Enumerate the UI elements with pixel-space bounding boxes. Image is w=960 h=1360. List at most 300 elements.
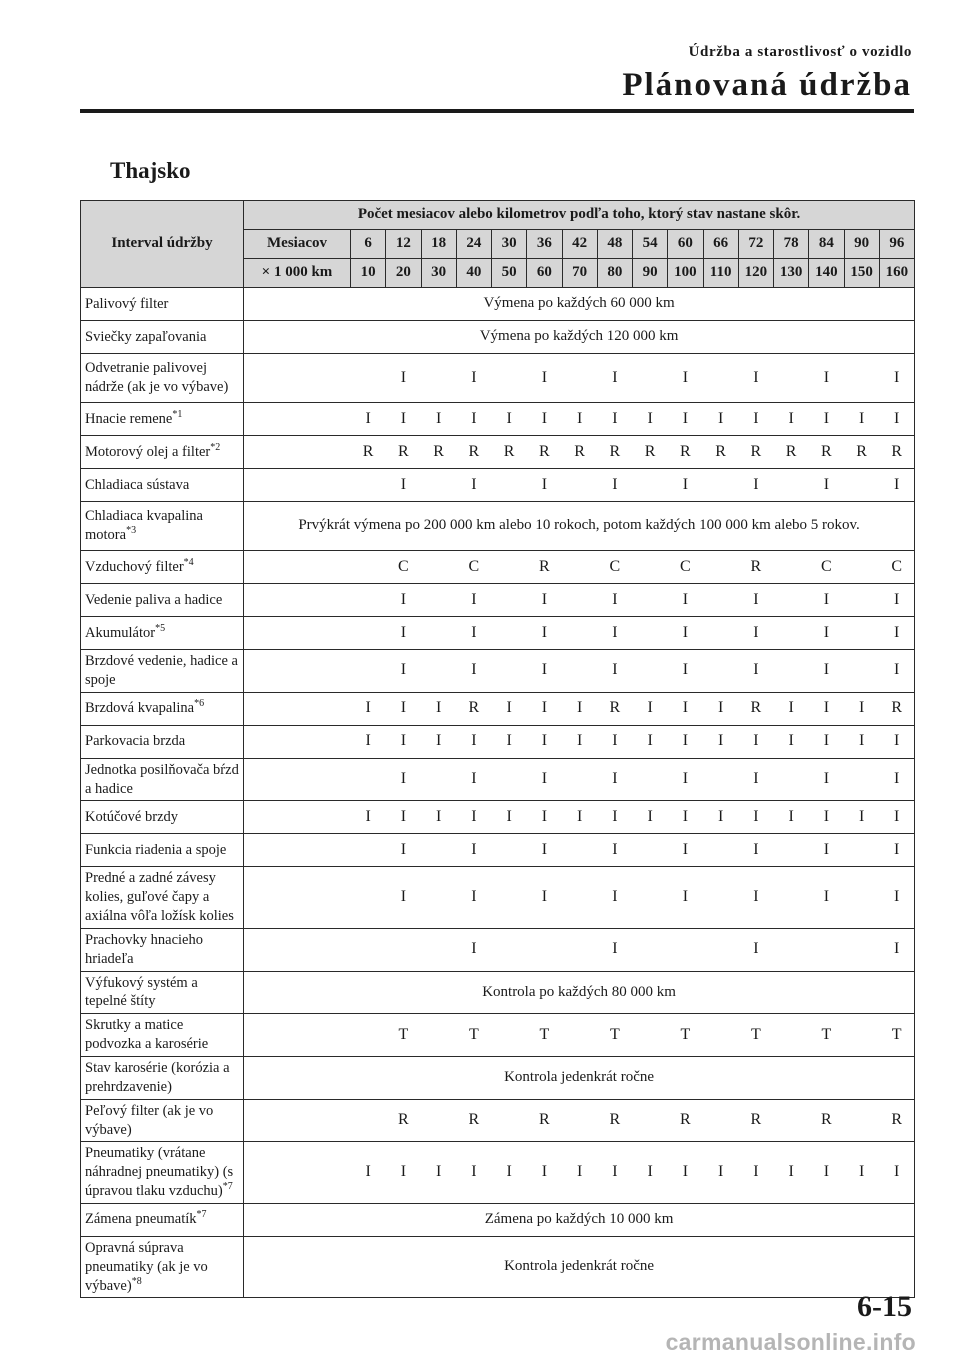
schedule-cell: I: [668, 692, 703, 725]
schedule-cell: I: [703, 692, 738, 725]
schedule-cell: T: [597, 1014, 632, 1057]
schedule-cell: C: [809, 551, 844, 584]
schedule-cell: I: [879, 617, 914, 650]
km-label: × 1 000 km: [244, 259, 351, 288]
month-header: 36: [527, 230, 562, 259]
schedule-cell: [774, 928, 809, 971]
table-row: [81, 436, 915, 469]
schedule-cell: I: [597, 758, 632, 801]
table-row: [81, 1099, 915, 1142]
schedule-cell: I: [668, 834, 703, 867]
km-header: 160: [879, 259, 914, 288]
schedule-cell: [703, 1014, 738, 1057]
header-divider: [80, 109, 914, 113]
schedule-cell: [703, 834, 738, 867]
interval-text: Kontrola jedenkrát ročne: [244, 1056, 915, 1099]
item-label: Vedenie paliva a hadice: [85, 591, 223, 608]
schedule-cell: I: [774, 725, 809, 758]
table-row: [81, 1203, 915, 1236]
schedule-cell: T: [527, 1014, 562, 1057]
empty-cell: [244, 1099, 351, 1142]
schedule-cell: I: [421, 801, 456, 834]
schedule-cell: [633, 584, 668, 617]
km-header: 80: [597, 259, 632, 288]
schedule-cell: [562, 469, 597, 502]
month-header: 96: [879, 230, 914, 259]
item-label: Kotúčové brzdy: [85, 808, 179, 825]
empty-cell: [244, 617, 351, 650]
schedule-cell: I: [456, 469, 491, 502]
maintenance-item: [81, 1142, 244, 1204]
schedule-cell: I: [879, 928, 914, 971]
km-header: 120: [738, 259, 773, 288]
schedule-cell: [492, 584, 527, 617]
schedule-cell: [774, 758, 809, 801]
interval-text: Kontrola po každých 80 000 km: [244, 971, 915, 1014]
schedule-cell: I: [456, 617, 491, 650]
schedule-cell: R: [597, 436, 632, 469]
item-label: Peľový filter (ak je vo výbave): [85, 1102, 214, 1138]
schedule-cell: I: [562, 1142, 597, 1204]
schedule-cell: [703, 650, 738, 693]
maintenance-item: [81, 867, 244, 929]
month-header: 54: [633, 230, 668, 259]
schedule-cell: I: [738, 867, 773, 929]
schedule-cell: [421, 928, 456, 971]
table-row: [81, 867, 915, 929]
schedule-cell: I: [421, 692, 456, 725]
empty-cell: [244, 725, 351, 758]
table-row: [81, 502, 915, 551]
schedule-cell: R: [703, 436, 738, 469]
km-header: 90: [633, 259, 668, 288]
schedule-cell: I: [703, 801, 738, 834]
km-header: 110: [703, 259, 738, 288]
month-header: 72: [738, 230, 773, 259]
schedule-cell: I: [597, 584, 632, 617]
maintenance-item: [81, 650, 244, 693]
schedule-cell: I: [844, 1142, 879, 1204]
schedule-cell: R: [809, 1099, 844, 1142]
schedule-cell: I: [492, 1142, 527, 1204]
schedule-cell: [844, 1014, 879, 1057]
empty-cell: [244, 834, 351, 867]
schedule-cell: I: [879, 1142, 914, 1204]
schedule-cell: I: [809, 692, 844, 725]
schedule-cell: R: [527, 551, 562, 584]
empty-cell: [244, 354, 351, 403]
schedule-cell: I: [703, 1142, 738, 1204]
schedule-cell: R: [844, 436, 879, 469]
schedule-cell: I: [809, 1142, 844, 1204]
schedule-cell: I: [703, 403, 738, 436]
table-row: [81, 321, 915, 354]
schedule-cell: R: [774, 436, 809, 469]
schedule-cell: [351, 469, 386, 502]
schedule-cell: I: [492, 801, 527, 834]
schedule-cell: I: [456, 801, 491, 834]
schedule-cell: I: [492, 403, 527, 436]
schedule-cell: I: [562, 801, 597, 834]
schedule-cell: T: [809, 1014, 844, 1057]
schedule-cell: R: [668, 1099, 703, 1142]
schedule-cell: [844, 584, 879, 617]
km-header: 60: [527, 259, 562, 288]
month-header: 90: [844, 230, 879, 259]
item-label: Funkcia riadenia a spoje: [85, 841, 227, 858]
schedule-cell: I: [597, 928, 632, 971]
empty-cell: [244, 1014, 351, 1057]
schedule-cell: [562, 1014, 597, 1057]
schedule-cell: I: [527, 354, 562, 403]
page-header: [622, 44, 912, 104]
schedule-cell: R: [456, 436, 491, 469]
schedule-cell: [703, 584, 738, 617]
schedule-cell: I: [597, 617, 632, 650]
interval-text: Výmena po každých 60 000 km: [244, 288, 915, 321]
schedule-cell: I: [738, 650, 773, 693]
empty-cell: [244, 928, 351, 971]
empty-cell: [244, 551, 351, 584]
schedule-cell: [809, 928, 844, 971]
schedule-cell: I: [456, 584, 491, 617]
schedule-cell: [703, 617, 738, 650]
schedule-cell: [492, 469, 527, 502]
schedule-cell: I: [809, 354, 844, 403]
interval-text: Výmena po každých 120 000 km: [244, 321, 915, 354]
empty-cell: [244, 469, 351, 502]
schedule-cell: R: [351, 436, 386, 469]
schedule-cell: [562, 758, 597, 801]
km-header: 70: [562, 259, 597, 288]
month-header: 12: [386, 230, 421, 259]
schedule-cell: T: [738, 1014, 773, 1057]
schedule-cell: I: [668, 1142, 703, 1204]
maintenance-schedule-table: [80, 200, 915, 1298]
item-label: Brzdová kvapalina: [85, 700, 195, 717]
km-header: 100: [668, 259, 703, 288]
month-header: 60: [668, 230, 703, 259]
schedule-cell: I: [879, 801, 914, 834]
schedule-cell: [351, 354, 386, 403]
maintenance-item: [81, 1236, 244, 1298]
km-header: 130: [774, 259, 809, 288]
schedule-cell: I: [633, 801, 668, 834]
schedule-cell: I: [456, 1142, 491, 1204]
schedule-cell: I: [456, 834, 491, 867]
month-header: 78: [774, 230, 809, 259]
schedule-cell: I: [668, 801, 703, 834]
schedule-cell: [492, 354, 527, 403]
month-header: 24: [456, 230, 491, 259]
item-label: Jednotka posilňovača bŕzd a hadice: [85, 761, 239, 797]
schedule-cell: I: [809, 469, 844, 502]
schedule-cell: [703, 1099, 738, 1142]
empty-cell: [244, 436, 351, 469]
schedule-cell: [421, 584, 456, 617]
schedule-cell: T: [668, 1014, 703, 1057]
month-header: 66: [703, 230, 738, 259]
schedule-cell: I: [633, 725, 668, 758]
schedule-cell: R: [421, 436, 456, 469]
table-row: [81, 725, 915, 758]
schedule-cell: [421, 551, 456, 584]
schedule-cell: [492, 1014, 527, 1057]
schedule-cell: [633, 758, 668, 801]
schedule-cell: I: [668, 617, 703, 650]
schedule-cell: [774, 1099, 809, 1142]
month-header: 84: [809, 230, 844, 259]
schedule-cell: I: [809, 834, 844, 867]
schedule-cell: [492, 1099, 527, 1142]
maintenance-item: [81, 617, 244, 650]
schedule-cell: I: [738, 1142, 773, 1204]
schedule-cell: [633, 354, 668, 403]
schedule-cell: [633, 1014, 668, 1057]
schedule-cell: [703, 354, 738, 403]
table-row: [81, 1014, 915, 1057]
schedule-cell: I: [668, 867, 703, 929]
item-label: Chladiaca sústava: [85, 476, 190, 493]
schedule-cell: [351, 584, 386, 617]
schedule-cell: [633, 1099, 668, 1142]
empty-cell: [244, 584, 351, 617]
schedule-cell: [421, 354, 456, 403]
schedule-cell: I: [527, 692, 562, 725]
schedule-cell: [703, 469, 738, 502]
schedule-cell: [774, 584, 809, 617]
schedule-cell: [668, 928, 703, 971]
schedule-cell: I: [879, 584, 914, 617]
schedule-cell: I: [738, 403, 773, 436]
schedule-cell: [774, 354, 809, 403]
schedule-cell: [703, 928, 738, 971]
schedule-cell: [844, 650, 879, 693]
month-header: 48: [597, 230, 632, 259]
schedule-cell: I: [492, 725, 527, 758]
km-header: 40: [456, 259, 491, 288]
table-row: [81, 354, 915, 403]
table-row: [81, 551, 915, 584]
schedule-cell: I: [668, 403, 703, 436]
schedule-cell: I: [456, 928, 491, 971]
month-header: 6: [351, 230, 386, 259]
footnote-marker: *3: [126, 525, 137, 537]
schedule-cell: C: [879, 551, 914, 584]
item-label: Odvetranie palivovej nádrže (ak je vo výbave): [85, 360, 229, 395]
schedule-cell: [774, 551, 809, 584]
schedule-cell: I: [527, 403, 562, 436]
interval-label: Interval údržby: [81, 201, 244, 288]
table-row: [81, 928, 915, 971]
schedule-cell: [386, 928, 421, 971]
table-row: [81, 1236, 915, 1298]
schedule-cell: I: [386, 650, 421, 693]
schedule-cell: I: [597, 1142, 632, 1204]
schedule-cell: I: [386, 1142, 421, 1204]
schedule-cell: [492, 650, 527, 693]
month-header: 42: [562, 230, 597, 259]
schedule-cell: [492, 928, 527, 971]
schedule-cell: [492, 834, 527, 867]
schedule-cell: [421, 617, 456, 650]
schedule-cell: R: [527, 436, 562, 469]
schedule-cell: I: [844, 725, 879, 758]
maintenance-item: [81, 1056, 244, 1099]
table-row: [81, 971, 915, 1014]
maintenance-item: [81, 551, 244, 584]
schedule-cell: I: [738, 354, 773, 403]
schedule-cell: I: [774, 801, 809, 834]
item-label: Prachovky hnacieho hriadeľa: [85, 931, 203, 967]
schedule-cell: C: [668, 551, 703, 584]
maintenance-item: [81, 725, 244, 758]
schedule-cell: [421, 1014, 456, 1057]
schedule-cell: R: [456, 1099, 491, 1142]
km-header: 20: [386, 259, 421, 288]
schedule-cell: I: [809, 403, 844, 436]
schedule-cell: I: [386, 584, 421, 617]
schedule-cell: R: [668, 436, 703, 469]
schedule-cell: I: [774, 403, 809, 436]
schedule-cell: I: [527, 867, 562, 929]
schedule-cell: I: [633, 403, 668, 436]
schedule-cell: I: [809, 617, 844, 650]
schedule-cell: [633, 551, 668, 584]
schedule-cell: [562, 354, 597, 403]
schedule-cell: I: [633, 692, 668, 725]
footnote-marker: *7: [196, 1209, 207, 1221]
schedule-cell: [844, 617, 879, 650]
schedule-cell: I: [633, 1142, 668, 1204]
schedule-cell: [421, 867, 456, 929]
item-label: Hnacie remene: [85, 410, 173, 427]
schedule-cell: I: [597, 650, 632, 693]
empty-cell: [244, 692, 351, 725]
schedule-cell: [562, 928, 597, 971]
schedule-cell: I: [386, 867, 421, 929]
maintenance-item: [81, 834, 244, 867]
schedule-cell: [421, 469, 456, 502]
schedule-cell: [844, 867, 879, 929]
schedule-cell: I: [386, 834, 421, 867]
schedule-cell: I: [879, 867, 914, 929]
schedule-cell: R: [456, 692, 491, 725]
schedule-cell: I: [597, 725, 632, 758]
schedule-cell: I: [738, 928, 773, 971]
schedule-cell: R: [879, 692, 914, 725]
schedule-cell: R: [492, 436, 527, 469]
maintenance-item: [81, 584, 244, 617]
schedule-cell: I: [386, 692, 421, 725]
schedule-cell: [351, 867, 386, 929]
schedule-cell: [421, 1099, 456, 1142]
schedule-cell: R: [809, 436, 844, 469]
schedule-cell: I: [597, 867, 632, 929]
footnote-marker: *6: [194, 698, 205, 710]
schedule-cell: [774, 617, 809, 650]
schedule-cell: I: [456, 354, 491, 403]
maintenance-item: [81, 288, 244, 321]
schedule-cell: [351, 834, 386, 867]
schedule-cell: [492, 551, 527, 584]
schedule-cell: I: [809, 758, 844, 801]
schedule-cell: I: [809, 584, 844, 617]
empty-cell: [244, 867, 351, 929]
footnote-marker: *5: [155, 622, 166, 634]
footnote-marker: *4: [183, 556, 194, 568]
schedule-cell: I: [351, 692, 386, 725]
schedule-cell: R: [738, 692, 773, 725]
schedule-cell: I: [809, 650, 844, 693]
maintenance-item: [81, 403, 244, 436]
schedule-cell: I: [456, 403, 491, 436]
schedule-cell: [351, 650, 386, 693]
schedule-cell: [351, 758, 386, 801]
schedule-cell: R: [879, 1099, 914, 1142]
schedule-cell: I: [351, 801, 386, 834]
schedule-cell: I: [527, 801, 562, 834]
schedule-cell: [351, 617, 386, 650]
schedule-cell: C: [456, 551, 491, 584]
maintenance-item: [81, 758, 244, 801]
schedule-cell: [421, 834, 456, 867]
schedule-cell: I: [703, 725, 738, 758]
schedule-cell: I: [844, 801, 879, 834]
schedule-cell: [844, 354, 879, 403]
page-title: Plánovaná údržba: [622, 67, 912, 103]
km-header: 10: [351, 259, 386, 288]
schedule-cell: [562, 650, 597, 693]
item-label: Motorový olej a filter: [85, 443, 211, 460]
interval-text: Prvýkrát výmena po 200 000 km alebo 10 rokoch, potom každých 100 000 km alebo 5 rokov.: [244, 502, 915, 551]
schedule-cell: I: [386, 725, 421, 758]
schedule-cell: [774, 834, 809, 867]
maintenance-item: [81, 692, 244, 725]
schedule-cell: R: [738, 436, 773, 469]
schedule-cell: [844, 551, 879, 584]
schedule-cell: I: [527, 650, 562, 693]
schedule-cell: I: [386, 617, 421, 650]
km-header: 30: [421, 259, 456, 288]
schedule-cell: I: [386, 469, 421, 502]
schedule-cell: I: [668, 650, 703, 693]
schedule-cell: I: [527, 834, 562, 867]
schedule-cell: I: [879, 403, 914, 436]
schedule-cell: I: [527, 469, 562, 502]
maintenance-item: [81, 928, 244, 971]
schedule-cell: [774, 469, 809, 502]
schedule-cell: [351, 928, 386, 971]
schedule-cell: [633, 469, 668, 502]
schedule-cell: I: [879, 650, 914, 693]
watermark: carmanualsonline.info: [665, 1329, 916, 1355]
schedule-cell: I: [774, 1142, 809, 1204]
maintenance-item: [81, 469, 244, 502]
schedule-cell: [492, 758, 527, 801]
table-row: [81, 584, 915, 617]
item-label: Zámena pneumatík: [85, 1211, 197, 1228]
schedule-cell: [703, 551, 738, 584]
schedule-cell: I: [879, 725, 914, 758]
span-label: Počet mesiacov alebo kilometrov podľa toho, ktorý stav nastane skôr.: [244, 201, 915, 230]
schedule-cell: [633, 928, 668, 971]
schedule-cell: R: [879, 436, 914, 469]
schedule-cell: [492, 617, 527, 650]
table-row: [81, 469, 915, 502]
schedule-cell: I: [738, 469, 773, 502]
item-label: Parkovacia brzda: [85, 733, 186, 750]
